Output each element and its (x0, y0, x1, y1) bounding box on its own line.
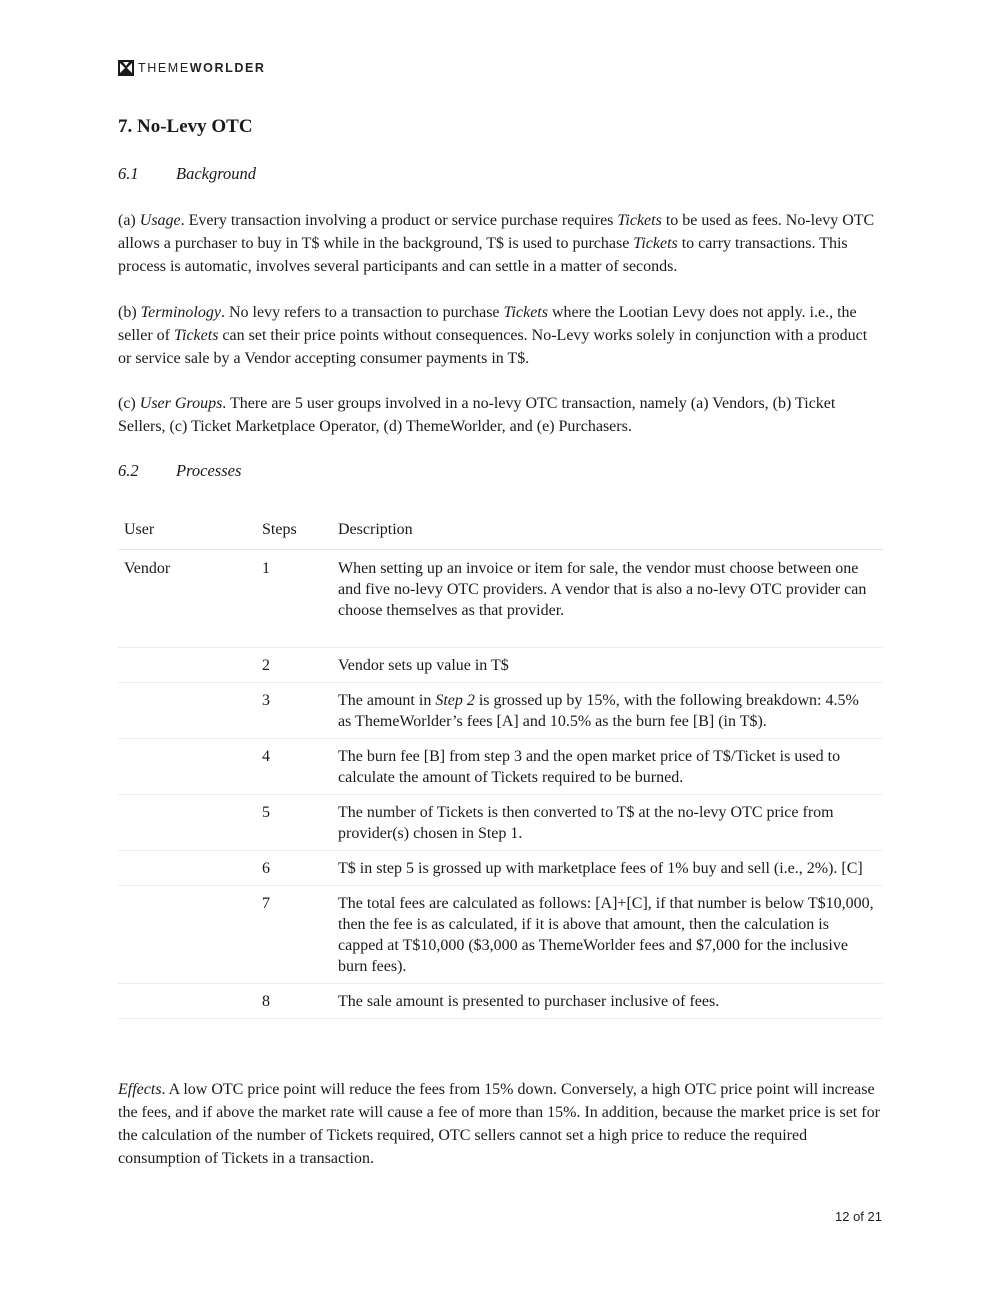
table-header-row (118, 514, 883, 550)
cell-description: The burn fee [B] from step 3 and the open market price of T$/Ticket is used to calculate the amount of Tickets required to be burned. (332, 739, 883, 795)
column-header-steps: Steps (256, 514, 332, 550)
cell-description: The sale amount is presented to purchaser inclusive of fees. (332, 984, 883, 1019)
paragraph-terminology (118, 301, 883, 370)
term-tickets: Tickets (617, 212, 662, 229)
cell-user (118, 683, 256, 739)
cell-description: Vendor sets up value in T$ (332, 648, 883, 683)
table-row (118, 795, 883, 851)
desc-emphasis: Step 2 (435, 692, 475, 709)
subsection-background (118, 164, 256, 184)
logo-wordmark (138, 61, 266, 75)
table-row (118, 851, 883, 886)
table-row (118, 648, 883, 683)
para-text: where the Lootian Levy does not apply. i.e., the seller of (118, 304, 857, 344)
cell-description: The number of Tickets is then converted to T$ at the no-levy OTC price from provider(s) chosen in Step 1. (332, 795, 883, 851)
brand-logo (118, 60, 266, 76)
para-text: . No levy refers to a transaction to purchase (220, 304, 504, 321)
subsection-number: 6.2 (118, 461, 139, 480)
para-label: User Groups (139, 395, 223, 412)
cell-step: 5 (256, 795, 332, 851)
cell-user (118, 739, 256, 795)
paragraph-effects (118, 1078, 883, 1170)
cell-user (118, 795, 256, 851)
cell-description (332, 683, 883, 739)
logo-word-light: THEME (138, 61, 190, 75)
cell-step: 4 (256, 739, 332, 795)
subsection-number: 6.1 (118, 164, 139, 183)
cell-description: T$ in step 5 is grossed up with marketplace fees of 1% buy and sell (i.e., 2%). [C] (332, 851, 883, 886)
term-tickets: Tickets (633, 235, 678, 252)
section-title: 7. No-Levy OTC (118, 116, 253, 137)
subsection-title: Background (176, 164, 257, 183)
para-text: . Every transaction involving a product or service purchase requires (180, 212, 618, 229)
para-text: can set their price points without consequences. No-Levy works solely in conjunction with a product or service sale by a Vendor accepting consumer payments in T$. (118, 327, 868, 367)
term-tickets: Tickets (173, 327, 219, 344)
cell-step: 6 (256, 851, 332, 886)
para-prefix: (a) (118, 212, 140, 229)
cell-description: When setting up an invoice or item for sale, the vendor must choose between one and five no-levy OTC providers. A vendor that is also a no-levy OTC provider can choose themselves as that provider. (332, 550, 883, 648)
table-row (118, 984, 883, 1019)
cell-step: 8 (256, 984, 332, 1019)
table-row (118, 886, 883, 984)
cell-user: Vendor (118, 550, 256, 648)
para-label: Usage (139, 212, 181, 229)
para-text: to be used as fees. No-levy OTC allows a purchaser to buy in T$ while in the background, T$ is used to purchase (118, 212, 875, 252)
paragraph-usage (118, 209, 883, 278)
cell-user (118, 851, 256, 886)
themeworlder-logo-icon (118, 60, 134, 76)
column-header-user: User (118, 514, 256, 550)
cell-user (118, 886, 256, 984)
para-label: Effects (118, 1081, 162, 1098)
term-tickets: Tickets (503, 304, 548, 321)
para-text: . There are 5 user groups involved in a no-levy OTC transaction, namely (a) Vendors, (b) Ticket Sellers, (c) Ticket Marketplace Operator, (d) ThemeWorlder, and (e) Purchasers. (118, 395, 836, 435)
cell-description: The total fees are calculated as follows: [A]+[C], if that number is below T$10,000, then the fee is as calculated, if it is above that amount, then the calculation is capped at T$10,000 ($3,000 as ThemeWorlder fees and $7,000 for the inclusive burn fees). (332, 886, 883, 984)
subsection-processes (118, 461, 241, 481)
paragraph-user-groups (118, 392, 883, 438)
table-row (118, 550, 883, 648)
para-text: . A low OTC price point will reduce the fees from 15% down. Conversely, a high OTC price point will increase the fees, and if above the market rate will cause a fee of more than 15%. In addition, because the market price is set for the calculation of the number of Tickets required, OTC sellers cannot set a high price to reduce the required consumption of Tickets in a transaction. (118, 1081, 880, 1167)
cell-step: 7 (256, 886, 332, 984)
desc-text: is grossed up by 15%, with the following breakdown: 4.5% as ThemeWorlder’s fees [A] and 10.5% as the burn fee [B] (in T$). (338, 692, 859, 730)
cell-step: 2 (256, 648, 332, 683)
subsection-title: Processes (176, 461, 242, 480)
table-row (118, 739, 883, 795)
para-prefix: (c) (118, 395, 140, 412)
column-header-description: Description (332, 514, 883, 550)
para-prefix: (b) (118, 304, 141, 321)
cell-step: 3 (256, 683, 332, 739)
para-label: Terminology (140, 304, 221, 321)
cell-user (118, 984, 256, 1019)
logo-word-bold: WORLDER (189, 61, 266, 75)
cell-user (118, 648, 256, 683)
page-number: 12 of 21 (835, 1209, 882, 1224)
para-text: to carry transactions. This process is automatic, involves several participants and can settle in a matter of seconds. (118, 235, 848, 275)
desc-text: The amount in (338, 692, 436, 709)
process-steps-table (118, 514, 883, 1019)
cell-step: 1 (256, 550, 332, 648)
table-row (118, 683, 883, 739)
